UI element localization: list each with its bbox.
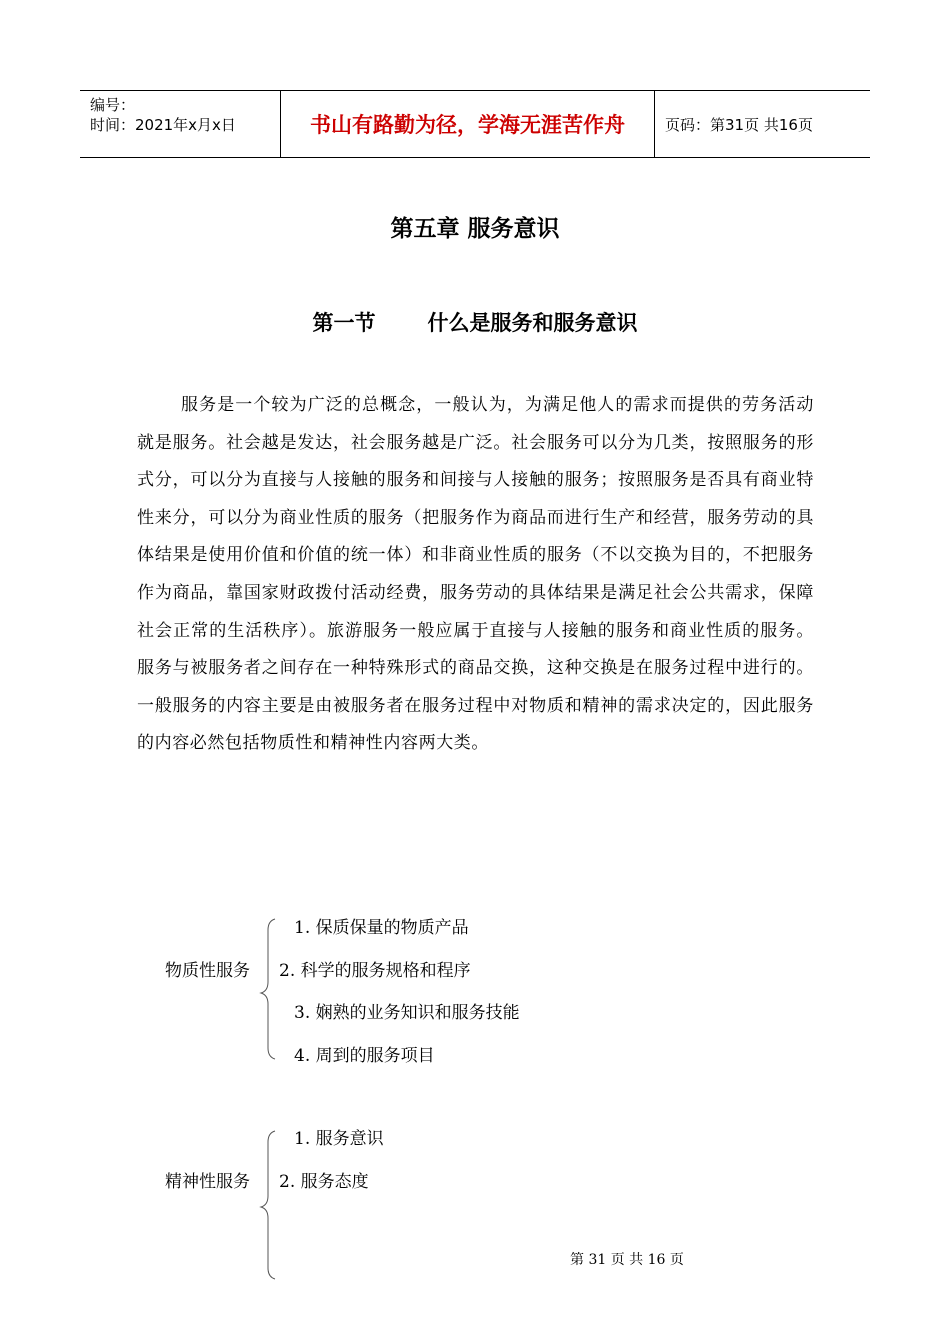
- material-service-item: 1. 保质保量的物质产品: [294, 918, 469, 938]
- section-number: 第一节: [312, 311, 376, 335]
- header-page-info: 页码：第31页 共16页: [665, 115, 813, 134]
- document-number-label: 编号：: [90, 96, 136, 114]
- spiritual-services-label: 精神性服务: [165, 1172, 250, 1192]
- page-header: [80, 90, 870, 158]
- document-time: 时间：2021年x月x日: [90, 116, 236, 134]
- material-services-label: 物质性服务: [165, 961, 250, 981]
- header-motto: 书山有路勤为径，学海无涯苦作舟: [281, 91, 655, 157]
- material-services-brace: [258, 918, 278, 1060]
- header-meta: [80, 91, 281, 157]
- page-footer: 第 31 页 共 16 页: [570, 1252, 684, 1268]
- material-service-item: 3. 娴熟的业务知识和服务技能: [294, 1003, 520, 1023]
- material-service-item: 4. 周到的服务项目: [294, 1046, 435, 1066]
- section-heading: [0, 307, 950, 337]
- spiritual-service-item: 1. 服务意识: [294, 1129, 384, 1149]
- section-title: 什么是服务和服务意识: [427, 311, 638, 335]
- spiritual-service-item: 2. 服务态度: [279, 1172, 369, 1192]
- chapter-title: 第五章 服务意识: [390, 216, 560, 242]
- material-service-item: 2. 科学的服务规格和程序: [279, 961, 471, 981]
- spiritual-services-brace: [258, 1130, 278, 1280]
- body-paragraph: 服务是一个较为广泛的总概念，一般认为，为满足他人的需求而提供的劳务活动就是服务。社会越是发达，社会服务越是广泛。社会服务可以分为几类，按照服务的形式分，可以分为直接与人接触的服务和间接与人接触的服务；按照服务是否具有商业特性来分，可以分为商业性质的服务（把服务作为商品而进行生产和经营，服务劳动的具体结果是使用价值和价值的统一体）和非商业性质的服务（不以交换为目的，不把服务作为商品，靠国家财政拨付活动经费，服务劳动的具体结果是满足社会公共需求，保障社会正常的生活秩序）。旅游服务一般应属于直接与人接触的服务和商业性质的服务。服务与被服务者之间存在一种特殊形式的商品交换，这种交换是在服务过程中进行的。一般服务的内容主要是由被服务者在服务过程中对物质和精神的需求决定的，因此服务的内容必然包括物质性和精神性内容两大类。: [137, 395, 814, 754]
